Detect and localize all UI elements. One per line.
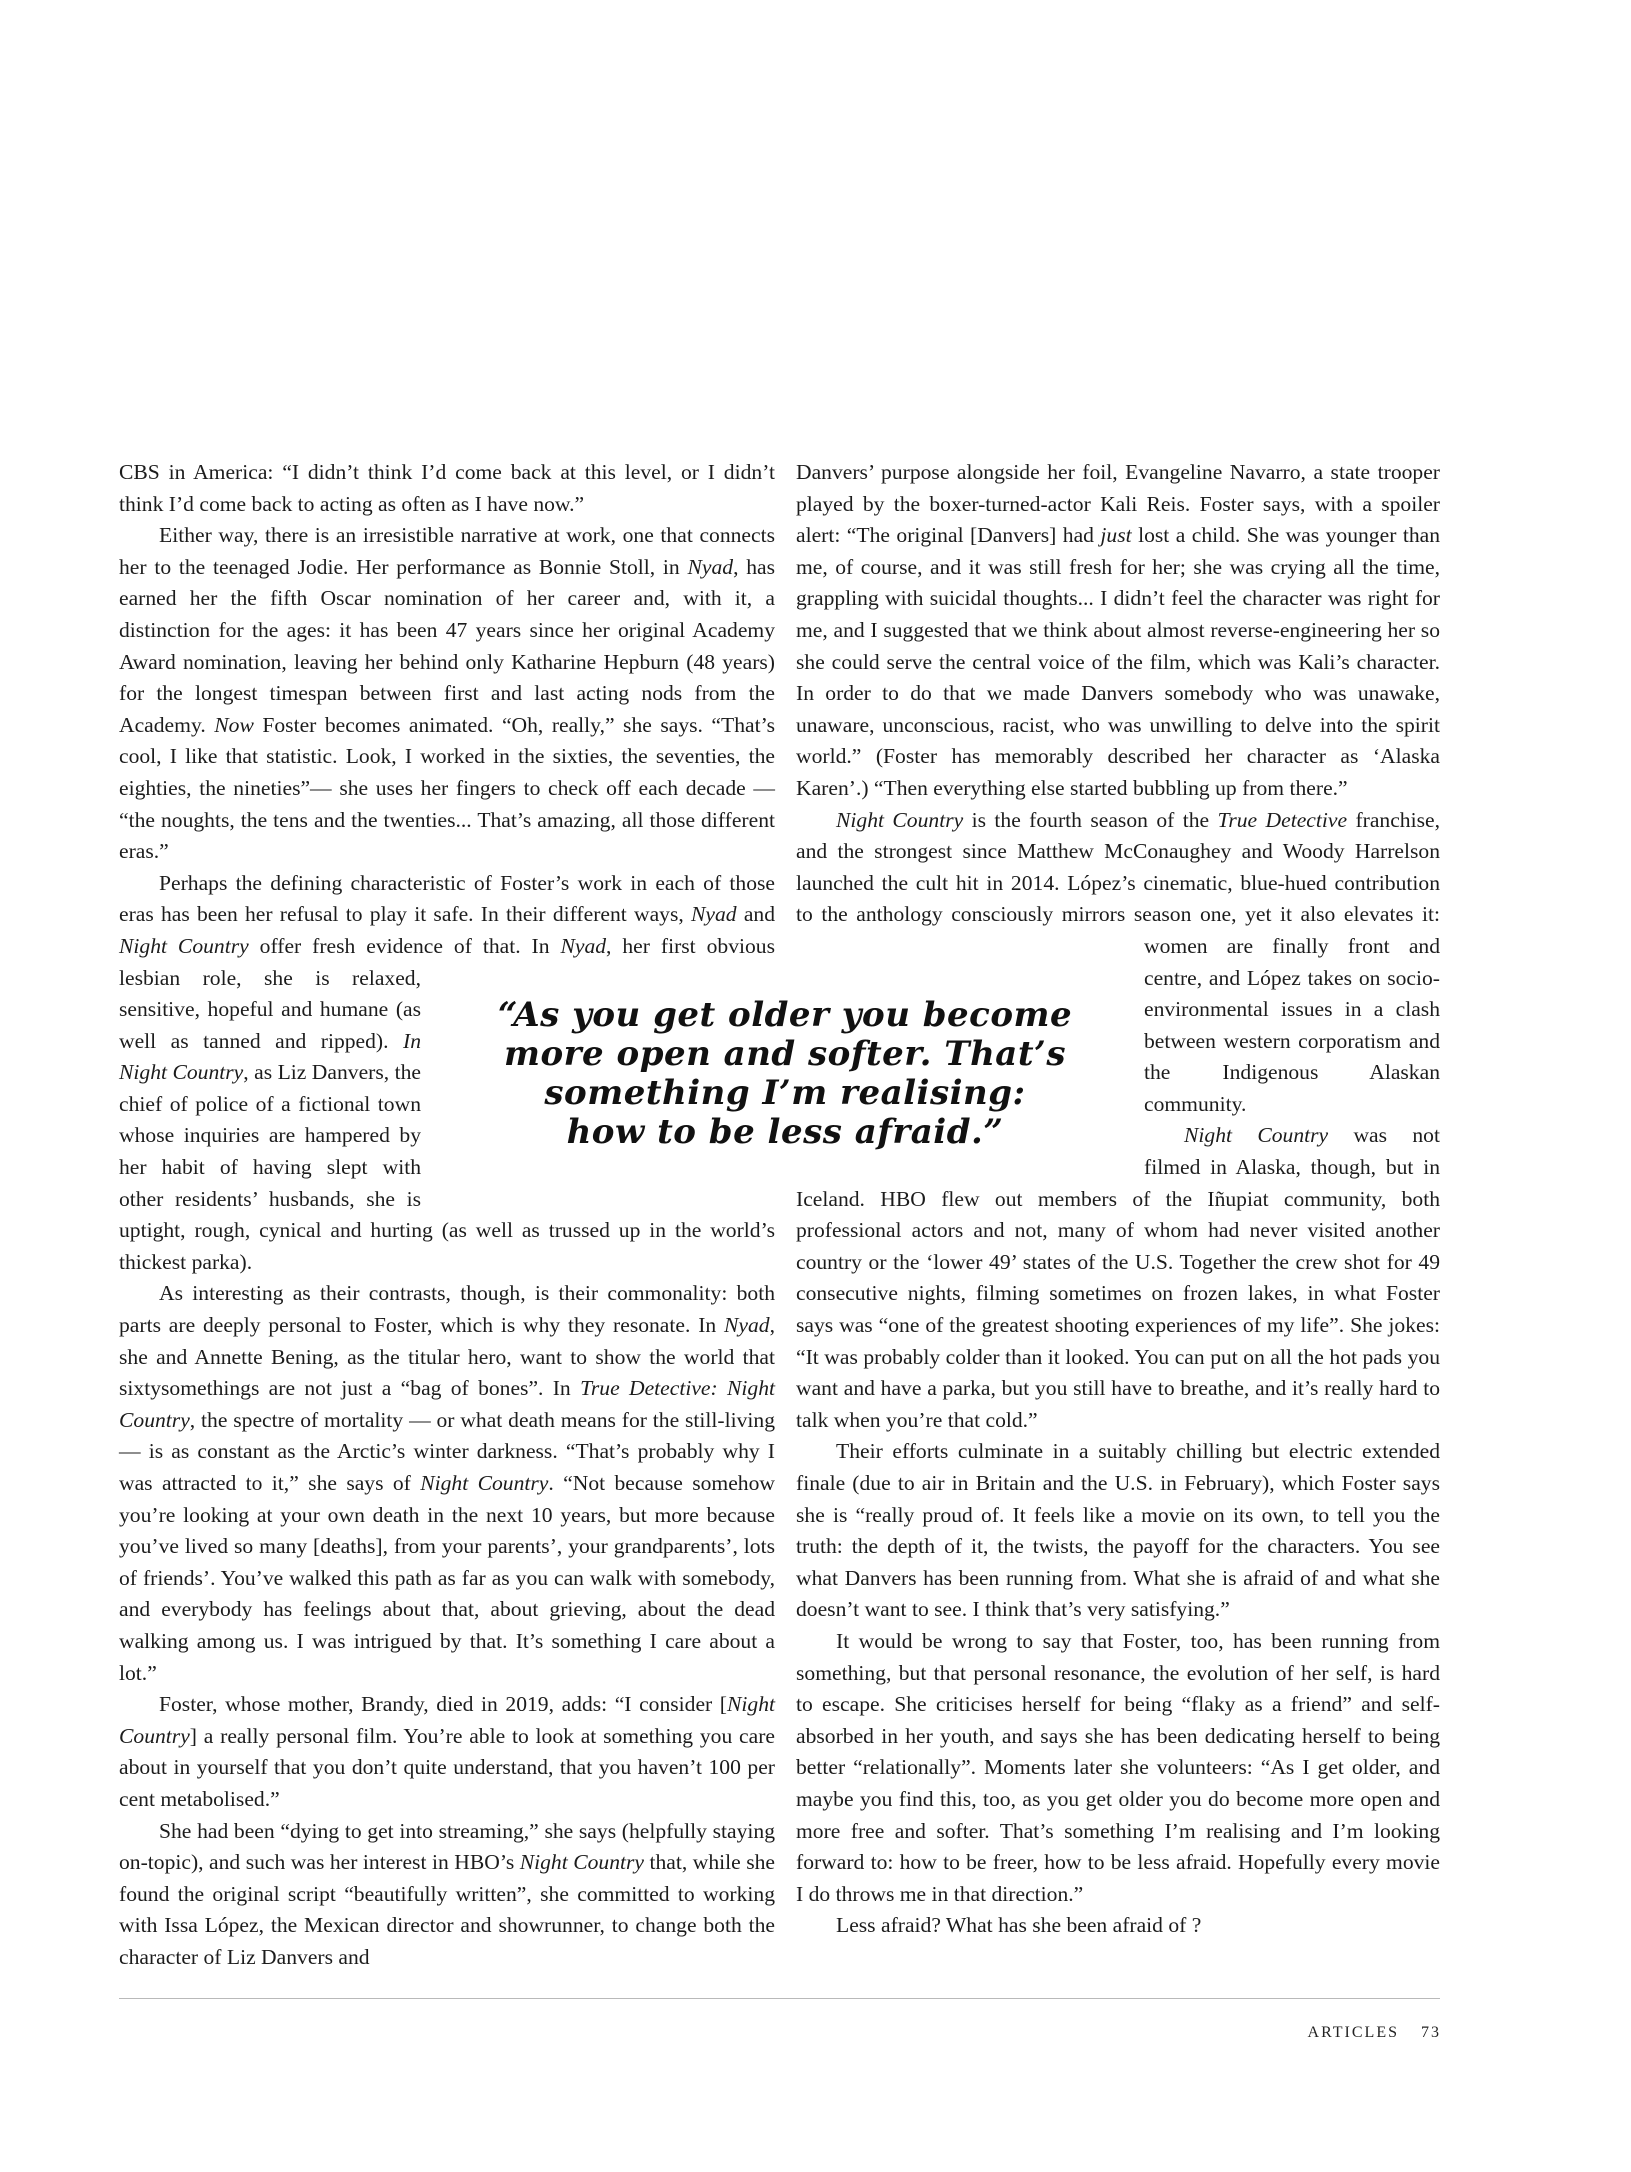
title-night-country: In Night Country: [119, 1028, 421, 1085]
paragraph-text: is the fourth season of the: [963, 807, 1218, 832]
paragraph: [119, 1278, 775, 1689]
paragraph-text: Foster becomes animated. “Oh, really,” she says. “That’s cool, I like that statistic. Look, I worked in the sixties, the seventies, the eighties, the nineties”— she uses her fingers to check off each decade — “the noughts, the tens and the twenties... That’s amazing, all those different eras.”: [119, 712, 775, 864]
paragraph: [796, 1910, 1440, 1942]
page-footer: [1308, 2024, 1441, 2042]
paragraph-text: lost a child. She was younger than me, of course, and it was still fresh for her; she was crying all the time, grappling with suicidal thoughts... I didn’t feel the character was right for me, and I suggested that we think about almost reverse-engineering her so she could serve the central voice of the film, which was Kali’s character. In order to do that we made Danvers somebody who was unawake, unaware, unconscious, racist, who was unwilling to delve into the spirit world.” (Foster has memorably described her character as ‘Alaska Karen’.) “Then everything else started bubbling up from there.”: [796, 523, 1441, 800]
paragraph-text: She had been “dying to get into streaming,” she says (helpfully staying on-topic), and such was her interest in HBO’s: [119, 1818, 775, 1875]
pull-quote-line: something I’m realising:: [544, 1073, 1026, 1113]
title-night-country: Night Country: [836, 807, 964, 832]
section-label: ARTICLES: [1307, 2024, 1399, 2041]
title-night-country: Night Country: [1184, 1123, 1329, 1148]
paragraph-text: was not filmed in Alaska, though, but in Iceland. HBO flew out members of the Iñupiat community, both professional actors and not, many of whom had never visited another country or the ‘lower 49’ states of the U.S. Together the crew shot for 49 consecutive nights, filming sometimes on frozen lakes, in what Foster says was “one of the greatest shooting experiences of my life”. She jokes: “It was probably colder than it looked. You can put on all the hot pads you want and have a parka, but you still have to breathe, and it’s really hard to talk when you’re that cold.”: [796, 1123, 1440, 1432]
paragraph-text: As interesting as their contrasts, though, is their commonality: both parts are deeply personal to Foster, which is why they resonate. In: [119, 1281, 775, 1338]
footer-divider: [119, 1998, 1440, 1999]
paragraph: [796, 1436, 1440, 1626]
paragraph-text: Danvers’ purpose alongside her foil, Evangeline Navarro, a state trooper played by the boxer-turned-actor Kali Reis. Foster says, with a spoiler alert: “The original [Danvers] had: [796, 460, 1440, 548]
paragraph-text: and: [736, 902, 775, 927]
pull-quote-line: “As you get older you become: [497, 995, 1073, 1035]
paragraph-text: Either way, there is an irresistible narrative at work, one that connects her to the teenaged Jodie. Her performance as Bonnie Stoll, in: [119, 523, 775, 579]
title-night-country: Night Country: [119, 933, 249, 958]
title-true-detective: True Detective: [1217, 807, 1348, 832]
paragraph: [796, 457, 1440, 805]
paragraph-text: ] a really personal film. You’re able to look at something you care about in yourself that you don’t quite understand, that you haven’t 100 per cent metabolised.”: [119, 1723, 775, 1811]
paragraph-text: franchise, and the strongest since Matthew McConaughey and Woody Harrelson launched the cult hit in 2014. López’s cinematic, blue-hued contribution to the anthology consciously mirrors: [796, 807, 1440, 927]
paragraph-text: that, while she found the original script “beautifully written”, she committed to working with Issa López, the Mexican director and showrunner, to change both the character of Liz Danvers and: [119, 1850, 775, 1969]
paragraph-text: , her first obvious lesbian role, she is relaxed, sensitive, hopeful and humane (as well as tanned and ripped).: [119, 933, 775, 1053]
paragraph-text: Less afraid? What has she been afraid of ?: [836, 1913, 1202, 1938]
pull-quote-line: more open and softer. That’s: [503, 1034, 1067, 1074]
emphasis-just: just: [1100, 523, 1132, 548]
title-nyad: Nyad: [724, 1313, 770, 1338]
article-column-left: [119, 457, 775, 1974]
paragraph-text: CBS in America: “I didn’t think I’d come back at this level, or I didn’t think I’d come back to acting as often as I have now.”: [119, 460, 775, 516]
paragraph-text: Perhaps the defining characteristic of Foster’s work in each of those eras has been her refusal to play it safe. In their different ways,: [119, 870, 775, 927]
paragraph-text: , as Liz Danvers, the chief of police of a fictional town whose inquiries are hampered by her habit of having slept with other residents’ husbands, she is uptight, rough, cynical and hurting (as well as trussed up in the world’s thickest parka).: [119, 1060, 775, 1274]
pull-quote: [455, 996, 1115, 1152]
paragraph: [119, 1689, 775, 1815]
title-nyad: Nyad: [691, 902, 737, 927]
title-night-country: Night Country: [119, 1692, 775, 1748]
title-true-detective-night-country: True Detective: Night Country: [119, 1376, 775, 1432]
emphasis-now: Now: [214, 712, 254, 737]
article-column-right: [796, 457, 1440, 1942]
paragraph: [119, 520, 775, 868]
paragraph: [796, 1120, 1440, 1436]
paragraph-text: , she and Annette Bening, as the titular hero, want to show the world that sixtysomethings are not just a “bag of bones”. In: [119, 1313, 775, 1401]
page-number: 73: [1421, 2024, 1441, 2041]
paragraph-text: Their efforts culminate in a suitably chilling but electric extended finale (due to air in Britain and the U.S. in February), which Foster says she is “really proud of. It feels like a movie on its own, to tell you the truth: the depth of it, the twists, the payoff for the characters. You see what Danvers has been running from. What she is afraid of and what she doesn’t want to see. I think that’s very satisfying.”: [796, 1439, 1440, 1622]
paragraph: [119, 1816, 775, 1974]
title-night-country: Night Country: [420, 1471, 549, 1495]
title-night-country: Night Country: [519, 1850, 644, 1875]
pull-quote-line: how to be less afraid.”: [566, 1112, 1004, 1152]
paragraph-text: Foster, whose mother, Brandy, died in 2019, adds: “I consider [: [159, 1692, 727, 1717]
paragraph: [119, 457, 775, 520]
paragraph-text: , the spectre of mortality — or what death means for the still-living — is as constant as the Arctic’s winter darkness. “That’s probably why I was attracted to it,” she says of: [119, 1407, 775, 1495]
title-nyad: Nyad: [687, 554, 734, 579]
title-nyad: Nyad: [560, 933, 607, 958]
paragraph-text: . “Not because somehow you’re looking at your own death in the next 10 years, but more because you’ve lived so many [deaths], from your parents’, your grandparents’, lots of friends’. You’ve walked this path as far as you can walk with somebody, and everybody has feelings about that, about grieving, about the dead walking among us. I was intrigued by that. It’s something I care about a lot.”: [119, 1471, 775, 1685]
paragraph-text: It would be wrong to say that Foster, too, has been running from something, but that personal resonance, the evolution of her self, is hard to escape. She criticises herself for being “flaky as a friend” and self-absorbed in her youth, and says she has been dedicating herself to being better “relationally”. Moments later she volunteers: “As I get older, and maybe you find this, too, as you get older you do become more open and more free and softer. That’s something I’m realising and I’m looking forward to: how to be freer, how to be less afraid. Hopefully every movie I do throws me in that direction.”: [796, 1628, 1440, 1906]
paragraph-text: , has earned her the fifth Oscar nomination of her career and, with it, a distinction for the ages: it has been 47 years since her original Academy Award nomination, leaving her behind only Katharine Hepburn (48 years) for the longest timespan between first and last acting nods from the Academy.: [119, 554, 775, 737]
paragraph-text: season one, yet it also elevates it: women are finally front and centre, and López takes on socio-environmental issues in a clash between western corporatism and the Indigenous Alaskan community.: [1133, 902, 1440, 1116]
paragraph: [796, 1626, 1440, 1910]
paragraph-text: offer fresh evidence of that. In: [248, 933, 561, 958]
